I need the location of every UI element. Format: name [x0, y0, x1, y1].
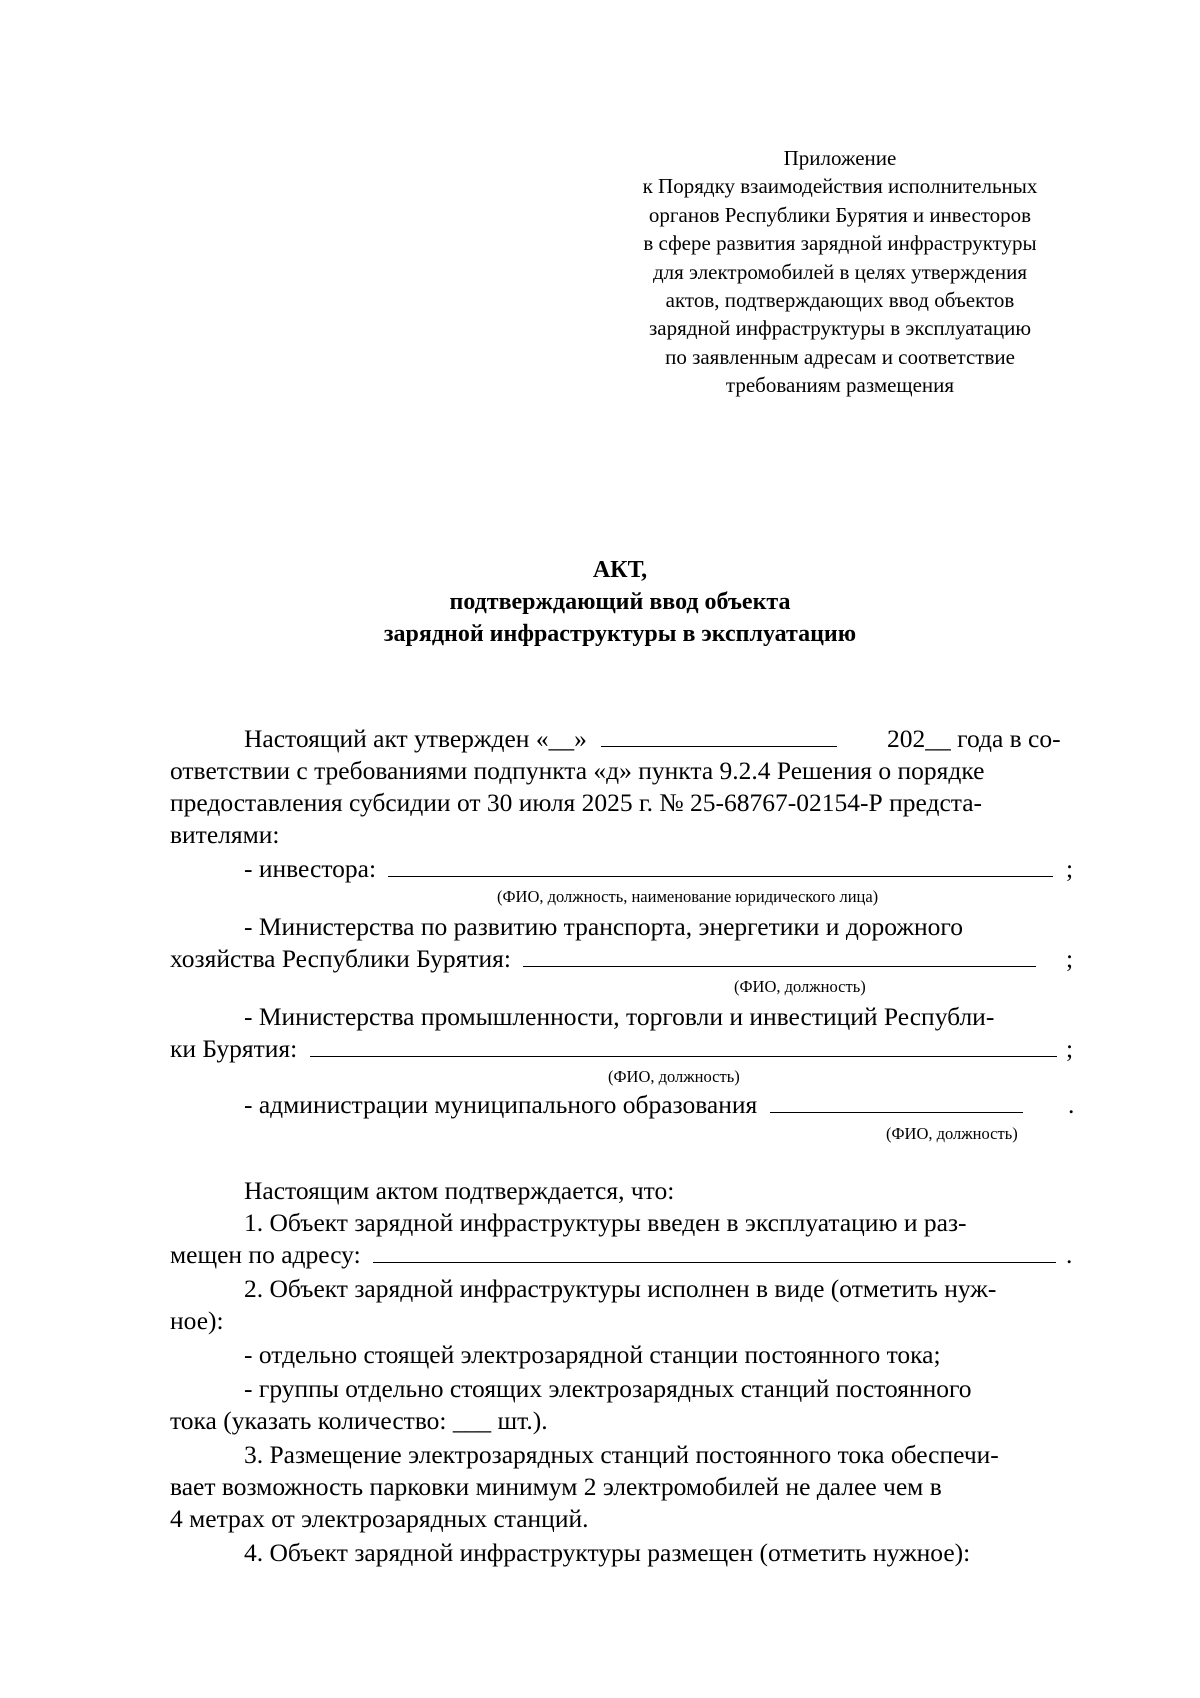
intro-line-4: вителями: [170, 820, 280, 849]
appendix-line: в сфере развития зарядной инфраструктуры [643, 231, 1037, 256]
item-2-line-2: ное): [170, 1306, 224, 1335]
period: . [1066, 1240, 1073, 1269]
semicolon: ; [1066, 854, 1074, 883]
ministry-industry-blank [310, 1034, 1057, 1057]
ministry-industry-line-1: - Министерства промышленности, торговли и инвестиций Республи- [244, 1002, 995, 1031]
intro-line-3: предоставления субсидии от 30 июля 2025 г. № 25-68767-02154-Р предста- [170, 788, 983, 817]
intro-line-1-start [244, 724, 837, 754]
ministry-industry-row [170, 1034, 1057, 1064]
appendix-line: по заявленным адресам и соответствие [665, 344, 1015, 369]
title-line-1: АКТ, [592, 557, 648, 583]
title-line-3: зарядной инфраструктуры в эксплуатацию [383, 621, 857, 647]
municipal-row [244, 1090, 1023, 1120]
ministry-industry-caption: (ФИО, должность) [608, 1067, 740, 1086]
appendix-line: к Порядку взаимодействия исполнительных [642, 174, 1038, 199]
item-1-line-1: 1. Объект зарядной инфраструктуры введен в эксплуатацию и раз- [244, 1208, 967, 1237]
item-4-line-1: 4. Объект зарядной инфраструктуры размещен (отметить нужное): [244, 1538, 971, 1567]
intro-line-2: ответствии с требованиями подпункта «д» пункта 9.2.4 Решения о порядке [170, 756, 985, 785]
confirm-heading: Настоящим актом подтверждается, что: [244, 1176, 675, 1205]
item-2-option-1: - отдельно стоящей электрозарядной станции постоянного тока; [244, 1340, 941, 1369]
ministry-transport-label: хозяйства Республики Бурятия: [170, 944, 511, 973]
item-2-option-2-line-2: тока (указать количество: ___ шт.). [170, 1406, 548, 1435]
item-3-line-3: 4 метрах от электрозарядных станций. [170, 1504, 589, 1533]
ministry-transport-row [170, 944, 1036, 974]
item-2-option-2-line-1: - группы отдельно стоящих электрозарядных станций постоянного [244, 1374, 972, 1403]
intro-line-1-end: 202__ года в со- [887, 724, 1061, 753]
investor-caption: (ФИО, должность, наименование юридического лица) [497, 887, 879, 906]
item-1-label: мещен по адресу: [170, 1240, 361, 1269]
date-month-blank [601, 724, 837, 747]
ministry-transport-line-1: - Министерства по развитию транспорта, энергетики и дорожного [244, 912, 964, 941]
investor-row [244, 854, 1053, 884]
item-3-line-2: вает возможность парковки минимум 2 электромобилей не далее чем в [170, 1472, 942, 1501]
appendix-note [610, 144, 1070, 400]
item-3-line-1: 3. Размещение электрозарядных станций постоянного тока обеспечи- [244, 1440, 999, 1469]
municipal-label: - администрации муниципального образования [244, 1090, 758, 1119]
item-2-line-1: 2. Объект зарядной инфраструктуры исполнен в виде (отметить нуж- [244, 1274, 997, 1303]
municipal-caption: (ФИО, должность) [886, 1124, 1018, 1143]
title-line-2: подтверждающий ввод объекта [449, 589, 791, 615]
appendix-line: актов, подтверждающих ввод объектов [665, 288, 1015, 313]
item-1-row [170, 1240, 1056, 1270]
semicolon: ; [1066, 944, 1074, 973]
ministry-transport-blank [523, 944, 1036, 967]
investor-blank [388, 854, 1053, 877]
document-title [170, 554, 1070, 650]
ministry-industry-label: ки Бурятия: [170, 1034, 298, 1063]
appendix-line: зарядной инфраструктуры в эксплуатацию [648, 316, 1032, 341]
address-blank [373, 1240, 1056, 1263]
municipal-blank [770, 1090, 1023, 1113]
appendix-line: органов Республики Бурятия и инвесторов [648, 202, 1032, 227]
intro-date-text: Настоящий акт утвержден «__» [244, 724, 587, 753]
appendix-line: требованиям размещения [725, 373, 955, 398]
period: . [1068, 1090, 1075, 1119]
ministry-transport-caption: (ФИО, должность) [734, 977, 866, 996]
semicolon: ; [1066, 1034, 1074, 1063]
appendix-line: Приложение [783, 146, 897, 170]
investor-label: - инвестора: [244, 854, 377, 883]
appendix-line: для электромобилей в целях утверждения [652, 259, 1028, 284]
